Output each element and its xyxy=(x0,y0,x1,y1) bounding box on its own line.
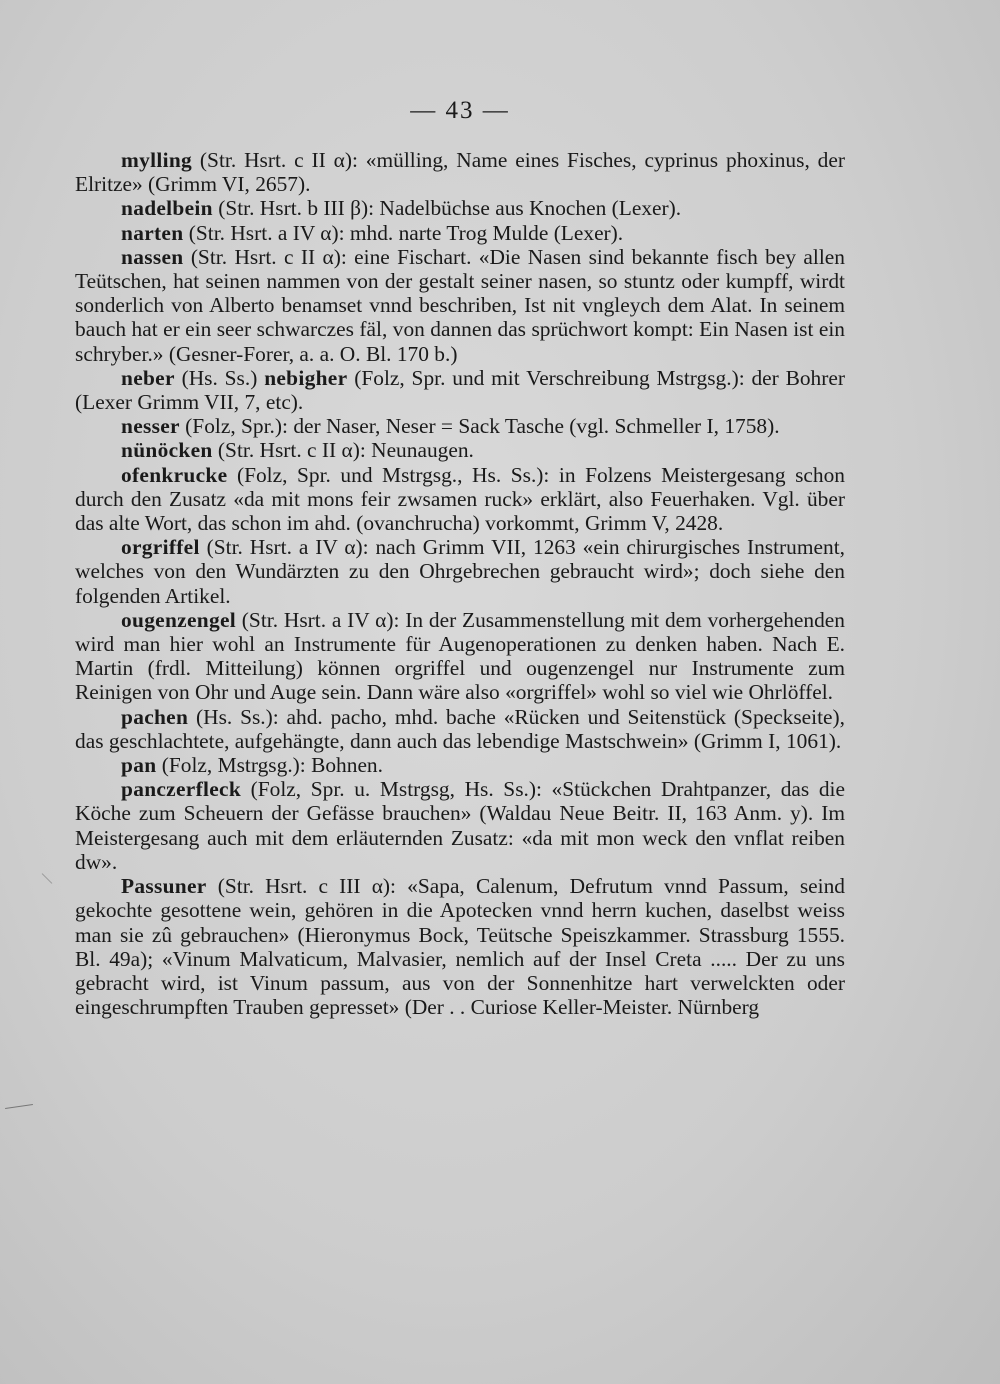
entry-neber xyxy=(75,366,845,414)
entry-text: (Str. Hsrt. a IV α): mhd. narte Trog Mulde (Lexer). xyxy=(183,220,624,245)
glossary-entries xyxy=(75,148,845,1019)
headword: orgriffel xyxy=(121,535,200,560)
entry-text: (Folz, Spr. u. Mstrgsg, Hs. Ss.): «Stückchen Drahtpanzer, das die Köche zum Scheuern der Gefässe brauchen» (Waldau Neue Beitr. II, 163 Anm. y). Im Meistergesang auch mit dem erläuternden Zusatz: «da mit mon weck den vnflat reiben dw». xyxy=(75,777,845,874)
headword: nassen xyxy=(121,244,184,269)
entry-text: (Folz, Mstrgsg.): Bohnen. xyxy=(156,753,383,778)
entry-text: (Str. Hsrt. a IV α): In der Zusammenstellung mit dem vorhergehenden wird man hier wohl an Instrumente für Augenoperationen zu denken haben. Nach E. Martin (frdl. Mitteilung) können orgriffel und ougenzengel nur Instrumente zum Reinigen von Ohr und Auge sein. Dann wäre also «orgriffel» wohl so viel wie Ohrlöffel. xyxy=(75,607,845,705)
headword: neber xyxy=(121,365,175,390)
entry-ofenkrucke xyxy=(75,463,845,536)
entry-nesser xyxy=(75,414,845,438)
entry-text: (Str. Hsrt. b III β): Nadelbüchse aus Knochen (Lexer). xyxy=(212,196,682,221)
headword-secondary: nebigher xyxy=(264,365,348,390)
entry-nunoecken xyxy=(75,438,845,462)
entry-narten xyxy=(75,221,845,245)
entry-pachen xyxy=(75,705,845,753)
headword: panczerfleck xyxy=(121,777,242,802)
headword: mylling xyxy=(121,148,193,172)
entry-nassen xyxy=(75,245,845,366)
entry-text: (Str. Hsrt. c II α): Neunaugen. xyxy=(212,438,474,463)
entry-text: (Str. Hsrt. a IV α): nach Grimm VII, 1263 «ein chirurgisches Instrument, welches von den Wundärzten zu den Ohrgebrechen gebraucht wird»; doch siehe den folgenden Artikel. xyxy=(75,535,845,608)
headword: pan xyxy=(121,753,157,778)
entry-text: (Folz, Spr. und Mstrgsg., Hs. Ss.): in Folzens Meistergesang schon durch den Zusatz «da mit mons feir zwsamen ruck» erklärt, also Feuerhaken. Vgl. über das alte Wort, das schon im ahd. (ovanchrucha) vorkommt, Grimm V, 2428. xyxy=(75,462,845,536)
entry-text: (Str. Hsrt. c II α): «mülling, Name eines Fisches, cyprinus phoxinus, der Elritze» (Grimm VI, 2657). xyxy=(75,148,845,197)
page-number: — 43 — xyxy=(410,97,510,124)
entry-orgriffel xyxy=(75,535,845,608)
entry-pan xyxy=(75,753,845,777)
entry-mylling xyxy=(75,148,845,196)
entry-text: (Folz, Spr.): der Naser, Neser = Sack Tasche (vgl. Schmeller I, 1758). xyxy=(179,414,780,439)
margin-pencil-mark xyxy=(5,1104,33,1109)
entry-ougenzengel xyxy=(75,608,845,705)
headword: ougenzengel xyxy=(121,607,236,632)
entry-panczerfleck xyxy=(75,777,845,874)
headword: narten xyxy=(121,220,184,245)
margin-pencil-mark xyxy=(42,873,53,884)
headword: nesser xyxy=(121,414,180,439)
entry-text: (Hs. Ss.) xyxy=(174,365,265,390)
entry-nadelbein xyxy=(75,196,845,220)
entry-passuner xyxy=(75,874,845,1019)
headword: pachen xyxy=(121,704,189,729)
entry-text-secondary: (Folz, Spr. und mit Verschreibung Mstrgsg.): der Bohrer (Lexer Grimm VII, 7, etc). xyxy=(75,365,845,415)
entry-text: (Hs. Ss.): ahd. pacho, mhd. bache «Rücken und Seitenstück (Speckseite), das geschlachtete, aufgehängte, dann auch das lebendige Mastschwein» (Grimm I, 1061). xyxy=(75,704,845,753)
entry-text: (Str. Hsrt. c II α): eine Fischart. «Die Nasen sind bekannte fisch bey allen Teütschen, hat seinen nammen von der gestalt seiner nasen, so stuntz oder kumpff, wirdt sonderlich von Alberto benamset vnnd beschriben, Ist nit vngleych dem Alat. In seinem bauch hat er ein seer schwarczes fäl, von dannen das sprüchwort kompt: Ein Nasen ist ein schryber.» (Gesner-Forer, a. a. O. Bl. 170 b.) xyxy=(75,244,845,366)
headword: ofenkrucke xyxy=(121,462,228,487)
headword: nadelbein xyxy=(121,196,213,221)
headword: Passuner xyxy=(121,874,207,899)
entry-text: (Str. Hsrt. c III α): «Sapa, Calenum, Defrutum vnnd Passum, seind gekochte gesottene wein, gehören in die Apotecken vnnd herrn kuchen, daselbst weiss man sie zû gebrauchen» (Hieronymus Bock, Teütsche Speiszkammer. Strassburg 1555. Bl. 49a); «Vinum Malvaticum, Malvasier, nemlich auf der Insel Creta ..... Der zu uns gebracht wird, ist Vinum passum, aus von der Sonnenhitze hart verwelckten oder eingeschrumpften Trauben gepresset» (Der . . Curiose Keller-Meister. Nürnberg xyxy=(75,874,845,1020)
headword: nünöcken xyxy=(121,438,213,463)
